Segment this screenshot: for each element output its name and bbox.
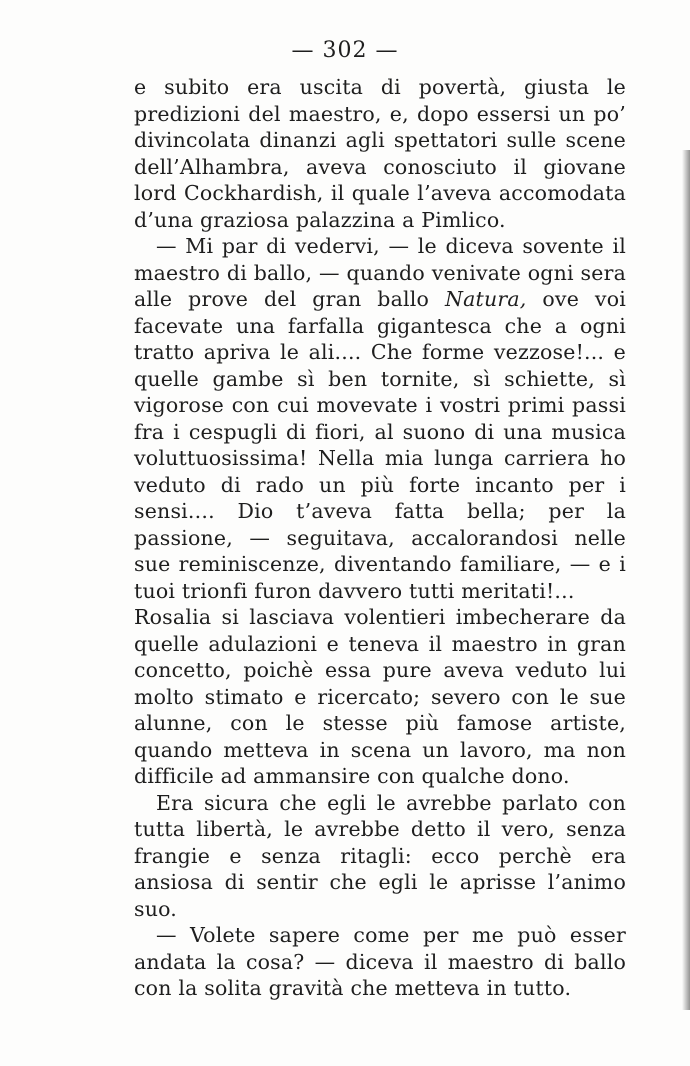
paragraph-2 [134,233,626,604]
paragraph-4: Era sicura che egli le avrebbe parlato con tutta libertà, le avrebbe detto il vero, senza frangie e senza ritagli: ecco perchè era ansiosa di sentir che egli le aprisse l’animo suo. [134,790,626,921]
paragraph-2-start: — Mi par di vedervi, — le diceva sovente il maestro di ballo, — quando venivate ogni sera alle prove del gran ballo [134,234,626,311]
body-text [134,74,626,1002]
page-edge-shadow [682,150,690,1010]
paragraph-5: — Volete sapere come per me può esser andata la cosa? — diceva il maestro di ballo con la solita gravità che metteva in tutto. [134,923,626,1000]
paragraph-2-end: ove voi facevate una farfalla gigantesca che a ogni tratto apriva le ali.... Che forme vezzose!... e quelle gambe sì ben tornite, sì schiette, sì vigorose con cui movevate i vostri primi passi fra i cespugli di fiori, al suono di una musica voluttuosissima! Nella mia lunga carriera ho veduto di rado un più forte incanto per i sensi.... Dio t’aveva fatta bella; per la passione, — seguitava, accalorandosi nelle sue reminiscenze, diventando familiare, — e i tuoi trionfi furon davvero tutti meritati!... [134,287,626,603]
page-number: — 302 — [291,38,399,63]
paragraph-1: e subito era uscita di povertà, giusta le predizioni del maestro, e, dopo essersi un po’ divincolata dinanzi agli spettatori sulle scene dell’Alhambra, aveva conosciuto il giovane lord Cockhardish, il quale l’aveva accomodata d’una graziosa palazzina a Pimlico. [134,75,626,232]
paragraph-2-italic-title: Natura, [444,287,527,311]
paragraph-3: Rosalia si lasciava volentieri imbecherare da quelle adulazioni e teneva il maestro in gran concetto, poichè essa pure aveva veduto lui molto stimato e ricercato; severo con le sue alunne, con le stesse più famose artiste, quando metteva in scena un lavoro, ma non difficile ad ammansire con qualche dono. [134,605,626,788]
